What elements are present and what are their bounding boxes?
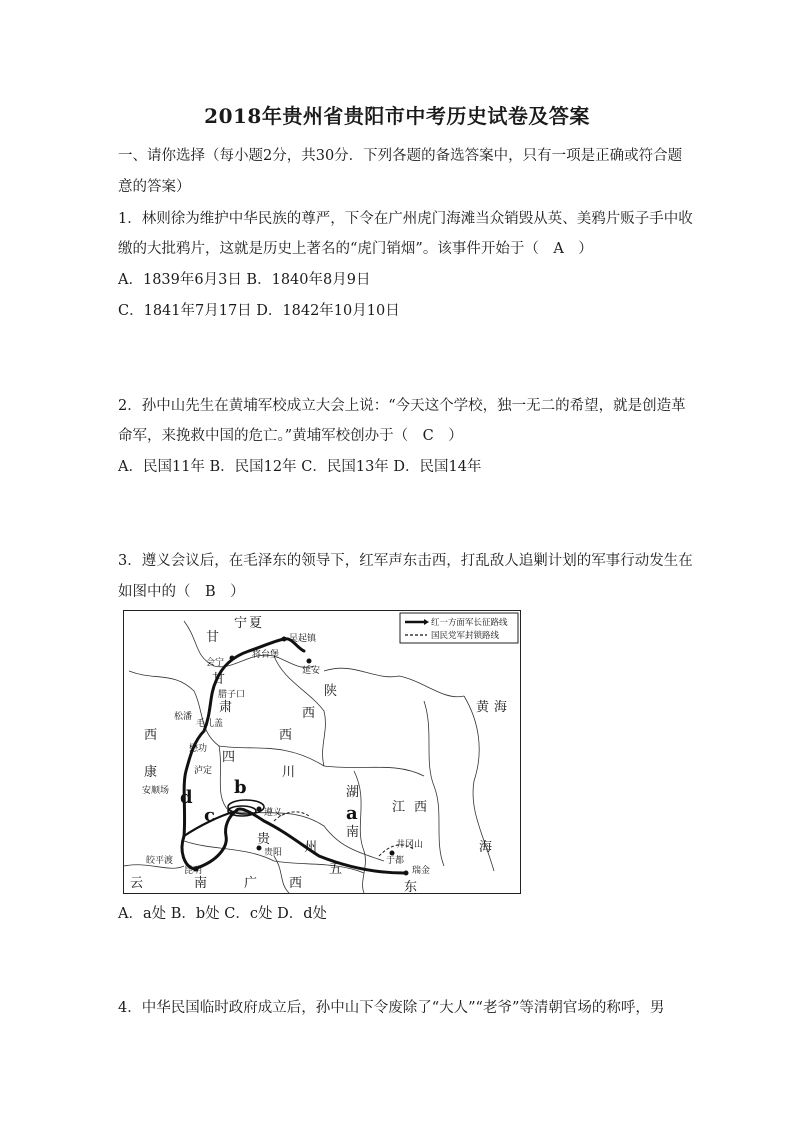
region-gui: 贵 — [257, 832, 271, 847]
answer-letters — [180, 777, 358, 826]
region-guang: 广 — [244, 876, 258, 891]
long-march-map — [123, 610, 521, 894]
place-jiangtaibao: 将台堡 — [252, 650, 280, 660]
region-gansu-gan: 甘 — [212, 672, 226, 687]
blockade-lines — [274, 812, 414, 856]
place-maoergai: 毛儿盖 — [196, 719, 224, 729]
place-yudu: 于都 — [386, 856, 405, 866]
place-jiaopingdu: 皎平渡 — [146, 856, 174, 866]
region-xia: 夏 — [249, 616, 263, 631]
letter-d: d — [180, 787, 193, 808]
section-instruction-line2: 意的答案） — [118, 179, 191, 195]
region-gan: 甘 — [206, 630, 220, 645]
place-lazikou: 腊子口 — [218, 690, 246, 700]
question-2-line1: 2．孙中山先生在黄埔军校成立大会上说：“今天这个学校，独一无二的希望，就是创造革 — [118, 398, 686, 414]
place-kunming: 昆明 — [184, 866, 203, 876]
region-huanghai-hai: 海 — [494, 700, 508, 715]
question-3-options: A．a处 B．b处 C．c处 D．d处 — [118, 906, 328, 922]
place-wuqizhen: 吴起镇 — [289, 634, 317, 644]
long-march-map-svg — [124, 611, 520, 893]
letter-a: a — [346, 803, 358, 824]
question-3-line2: 如图中的（ B ） — [118, 584, 245, 600]
place-songpan: 松潘 — [174, 712, 193, 722]
region-shaan: 陕 — [324, 684, 338, 699]
question-2-line2: 命军，来挽救中国的危亡。”黄埔军校创办于（ C ） — [118, 428, 463, 444]
question-1-line1: 1．林则徐为维护中华民族的尊严，下令在广州虎门海滩当众销毁从英、美鸦片贩子手中收 — [118, 211, 693, 227]
region-yun: 云 — [130, 876, 144, 891]
question-1-options-ab: A．1839年6月3日 B．1840年8月9日 — [118, 272, 371, 288]
place-zunyi: 遵义 — [264, 808, 283, 818]
region-chuan: 川 — [282, 765, 296, 780]
legend-kmt-blockade: 国民党军封锁路线 — [431, 631, 500, 641]
place-huining: 会宁 — [206, 658, 225, 668]
region-jiangxi-xi: 西 — [414, 800, 428, 815]
place-jinggangshan: 井冈山 — [396, 840, 424, 850]
region-wu: 五 — [329, 862, 343, 877]
region-si: 四 — [222, 750, 236, 765]
place-guiyang: 贵阳 — [264, 848, 283, 858]
region-xikang-xi: 西 — [144, 728, 158, 743]
region-hunan-nan: 南 — [346, 825, 360, 840]
question-4-line1: 4．中华民国临时政府成立后，孙中山下令废除了“大人”“老爷”等清朝官场的称呼，男 — [118, 1000, 665, 1016]
place-luding: 泸定 — [194, 766, 213, 776]
letter-c: c — [204, 805, 215, 826]
region-shaanxi-xi: 西 — [302, 706, 316, 721]
place-ruijin: 瑞金 — [412, 866, 431, 876]
region-huang: 黄 — [476, 700, 490, 715]
region-sichuan-xi: 西 — [279, 728, 293, 743]
letter-b: b — [234, 777, 247, 798]
place-yanan: 延安 — [302, 666, 321, 676]
question-3-line1: 3．遵义会议后，在毛泽东的领导下，红军声东击西，打乱敌人追剿计划的军事行动发生在 — [118, 553, 693, 569]
region-hu: 湖 — [346, 785, 360, 800]
page-title: 2018年贵州省贵阳市中考历史试卷及答案 — [204, 104, 590, 128]
section-instruction-line1: 一、请你选择（每小题2分，共30分．下列各题的备选答案中，只有一项是正确或符合题 — [118, 148, 683, 164]
region-zhou: 州 — [304, 840, 318, 855]
region-ning: 宁 — [234, 616, 248, 631]
place-anshunchang: 安顺场 — [142, 786, 170, 796]
region-dong: 东 — [404, 880, 418, 893]
place-labels — [142, 632, 430, 876]
map-legend — [400, 613, 518, 643]
region-labels — [130, 616, 507, 893]
region-yunnan-nan: 南 — [194, 876, 208, 891]
question-2-options: A．民国11年 B．民国12年 C．民国13年 D．民国14年 — [118, 459, 482, 475]
question-1-line2: 缴的大批鸦片，这就是历史上著名的“虎门销烟”。该事件开始于（ A ） — [118, 241, 593, 257]
region-donghai-hai: 海 — [479, 840, 493, 855]
region-su: 肃 — [219, 700, 233, 715]
place-maogong: 懋功 — [189, 744, 208, 754]
region-guangxi-xi: 西 — [289, 876, 303, 891]
region-kang: 康 — [144, 765, 158, 780]
legend-red-army-route: 红一方面军长征路线 — [431, 618, 508, 628]
question-1-options-cd: C．1841年7月17日 D．1842年10月10日 — [118, 303, 400, 319]
region-jiang: 江 — [392, 800, 406, 815]
